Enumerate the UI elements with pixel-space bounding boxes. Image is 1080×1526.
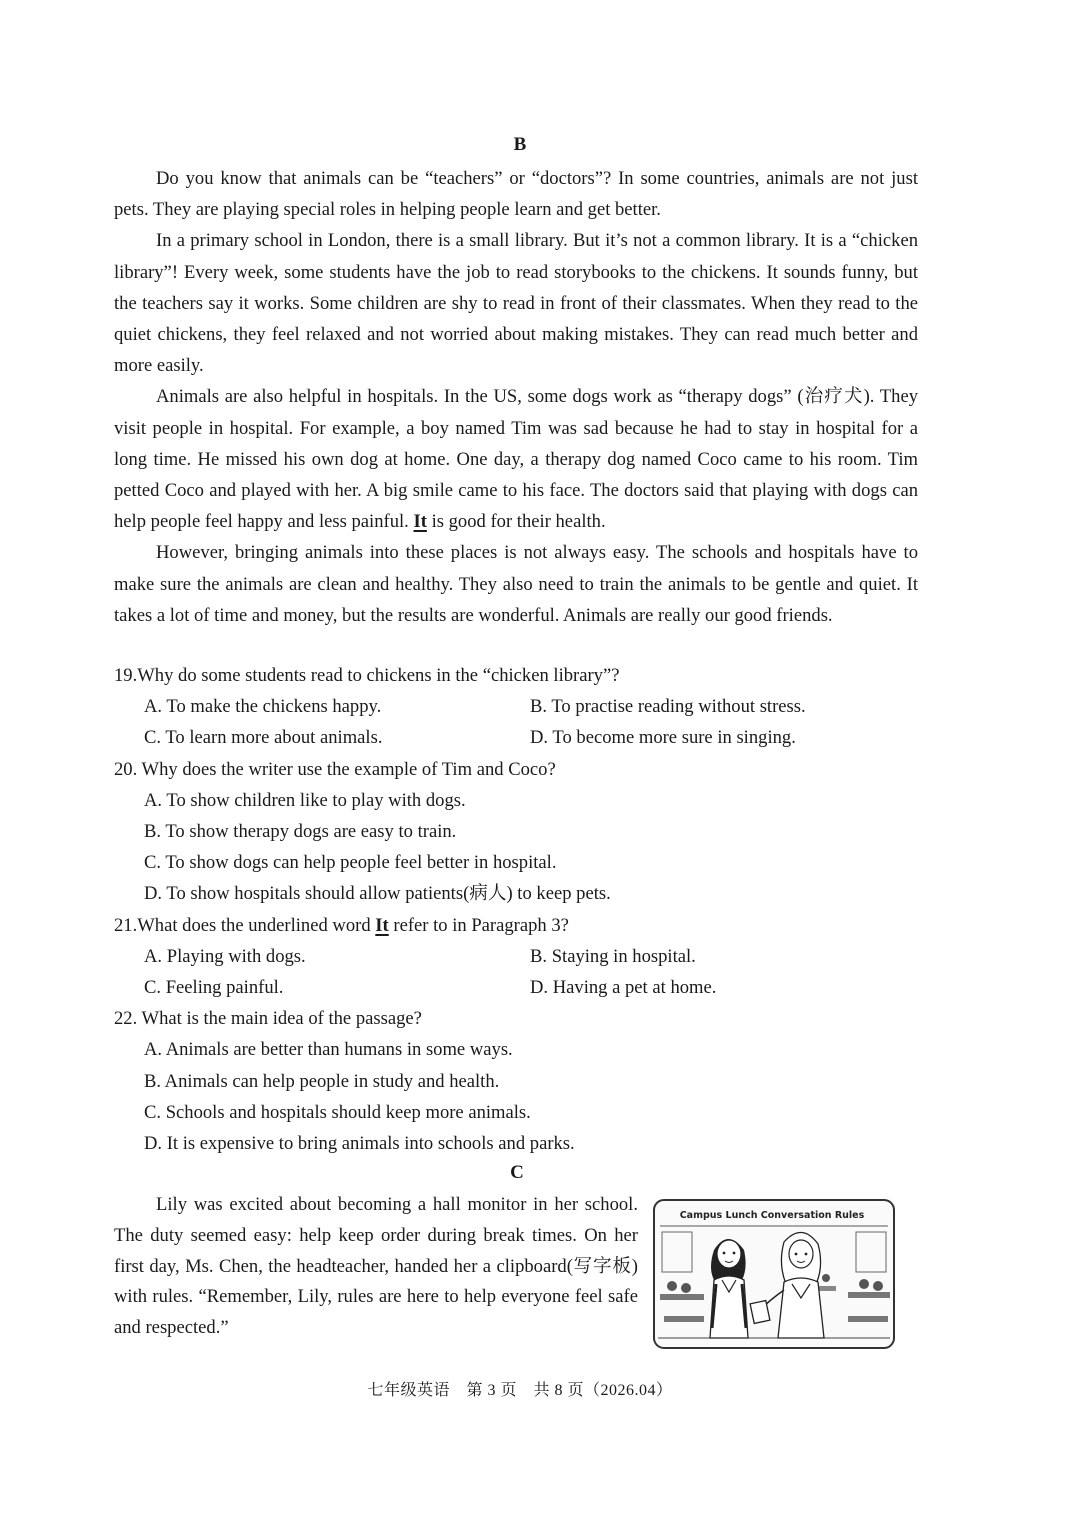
- question-21-options: [114, 941, 918, 1003]
- q21-underlined-word: It: [375, 914, 389, 936]
- paragraph-3-text: Animals are also helpful in hospitals. In the US, some dogs work as “therapy dogs” (治疗犬). They visit people in hospital. For example, a boy named Tim was sad because he had to stay in hospital for a long time. He missed his own dog at home. One day, a therapy dog named Coco came to his room. Tim petted Coco and played with her. A big smile came to his face. The doctors said that playing with dogs can help people feel happy and less painful.: [114, 386, 918, 533]
- passage-c-paragraph: Lily was excited about becoming a hall monitor in her school. The duty seemed easy: help keep order during break times. On her first day, Ms. Chen, the headteacher, handed her a clipboard(写字板) with rules. “Remember, Lily, rules are here to help everyone feel safe and respected.”: [114, 1194, 638, 1339]
- question-20-options: [114, 785, 918, 910]
- passage-b: [114, 163, 918, 631]
- q19-option-b: B. To practise reading without stress.: [530, 696, 806, 718]
- q22-option-d: D. It is expensive to bring animals into schools and parks.: [144, 1133, 575, 1155]
- q21-option-d: D. Having a pet at home.: [530, 977, 717, 999]
- passage-c: [114, 1190, 638, 1344]
- question-19: 19.Why do some students read to chickens in the “chicken library”?: [114, 665, 620, 686]
- illustration-frame: [654, 1200, 894, 1348]
- section-b-heading: B: [513, 134, 527, 155]
- q19-option-d: D. To become more sure in singing.: [530, 727, 796, 749]
- q20-option-d: D. To show hospitals should allow patients(病人) to keep pets.: [144, 883, 611, 905]
- q22-option-b: B. Animals can help people in study and health.: [144, 1070, 500, 1092]
- paragraph-1: Do you know that animals can be “teachers” or “doctors”? In some countries, animals are not just pets. They are playing special roles in helping people learn and get better.: [114, 168, 918, 221]
- question-20: 20. Why does the writer use the example of Tim and Coco?: [114, 758, 556, 780]
- q21-option-c: C. Feeling painful.: [144, 977, 284, 999]
- paragraph-3-end: is good for their health.: [431, 511, 606, 533]
- question-19-options: [114, 691, 918, 753]
- paragraph-4: However, bringing animals into these places is not always easy. The schools and hospitals have to make sure the animals are clean and healthy. They also need to train the animals to be gentle and quiet. It takes a lot of time and money, but the results are wonderful. Animals are really our good friends.: [114, 542, 918, 626]
- student-figure: [710, 1239, 748, 1338]
- section-c-heading: C: [510, 1162, 524, 1183]
- question-22-options: [114, 1034, 918, 1159]
- q20-option-c: C. To show dogs can help people feel better in hospital.: [144, 852, 557, 874]
- q21-stem-end: refer to in Paragraph 3?: [393, 914, 569, 936]
- q20-option-b: B. To show therapy dogs are easy to train.: [144, 821, 457, 843]
- paragraph-3: [114, 381, 918, 537]
- q21-stem-start: 21.What does the underlined word: [114, 914, 371, 936]
- q21-option-b: B. Staying in hospital.: [530, 945, 696, 967]
- q21-option-a: A. Playing with dogs.: [144, 945, 306, 967]
- underlined-word: It: [413, 511, 427, 533]
- clipboard-icon: [750, 1301, 770, 1324]
- q22-option-a: A. Animals are better than humans in some ways.: [144, 1039, 513, 1061]
- cafeteria-illustration: [652, 1198, 896, 1350]
- cafeteria-sign: Campus Lunch Conversation Rules: [679, 1210, 865, 1221]
- question-22: 22. What is the main idea of the passage?: [114, 1008, 422, 1030]
- page-footer: 七年级英语 第 3 页 共 8 页（2026.04）: [367, 1382, 673, 1399]
- q19-option-a: A. To make the chickens happy.: [144, 696, 382, 718]
- paragraph-2: In a primary school in London, there is a small library. But it’s not a common library. It is a “chicken library”! Every week, some students have the job to read storybooks to the chickens. It sounds funny, but the teachers say it works. Some children are shy to read in front of their classmates. When they read to the quiet chickens, they feel relaxed and not worried about making mistakes. They can read much better and more easily.: [114, 230, 918, 377]
- q20-option-a: A. To show children like to play with dogs.: [144, 789, 466, 811]
- question-21: [114, 910, 918, 941]
- q22-option-c: C. Schools and hospitals should keep more animals.: [144, 1101, 531, 1123]
- cafeteria-illustration-svg: [652, 1198, 896, 1350]
- q19-option-c: C. To learn more about animals.: [144, 727, 383, 749]
- questions-block: [114, 660, 918, 1159]
